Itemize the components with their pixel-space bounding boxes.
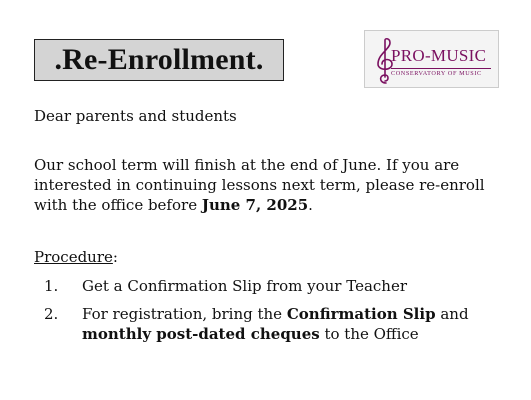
- procedure-label: Procedure: [34, 248, 113, 266]
- pro-music-logo: [364, 30, 499, 88]
- intro-paragraph: [34, 155, 504, 215]
- step-text: [82, 304, 482, 344]
- step-text-middle: and: [435, 305, 469, 323]
- cheques-emphasis: monthly post-dated cheques: [82, 325, 320, 343]
- logo-name: PRO-MUSIC: [391, 46, 487, 65]
- intro-text-end: .: [308, 196, 313, 214]
- procedure-colon: :: [112, 248, 118, 266]
- greeting: Dear parents and students: [34, 107, 237, 125]
- logo-subtitle: CONSERVATORY OF MUSIC: [391, 70, 482, 77]
- title-box: [34, 39, 284, 81]
- page-title: .Re-Enrollment.: [54, 43, 264, 76]
- step-text-suffix: to the Office: [319, 325, 419, 343]
- step-text: Get a Confirmation Slip from your Teacher: [82, 277, 408, 295]
- step-number: 1.: [44, 277, 59, 295]
- logo-divider: [391, 68, 491, 69]
- step-text-prefix: For registration, bring the: [82, 305, 287, 323]
- deadline-date: June 7, 2025: [201, 196, 309, 214]
- confirmation-slip-emphasis: Confirmation Slip: [286, 305, 436, 323]
- procedure-heading: [34, 247, 118, 267]
- intro-text: Our school term will finish at the end of June. If you are interested in continuing lessons next term, please re-enroll with the office before: [34, 156, 485, 214]
- step-number: 2.: [44, 305, 59, 323]
